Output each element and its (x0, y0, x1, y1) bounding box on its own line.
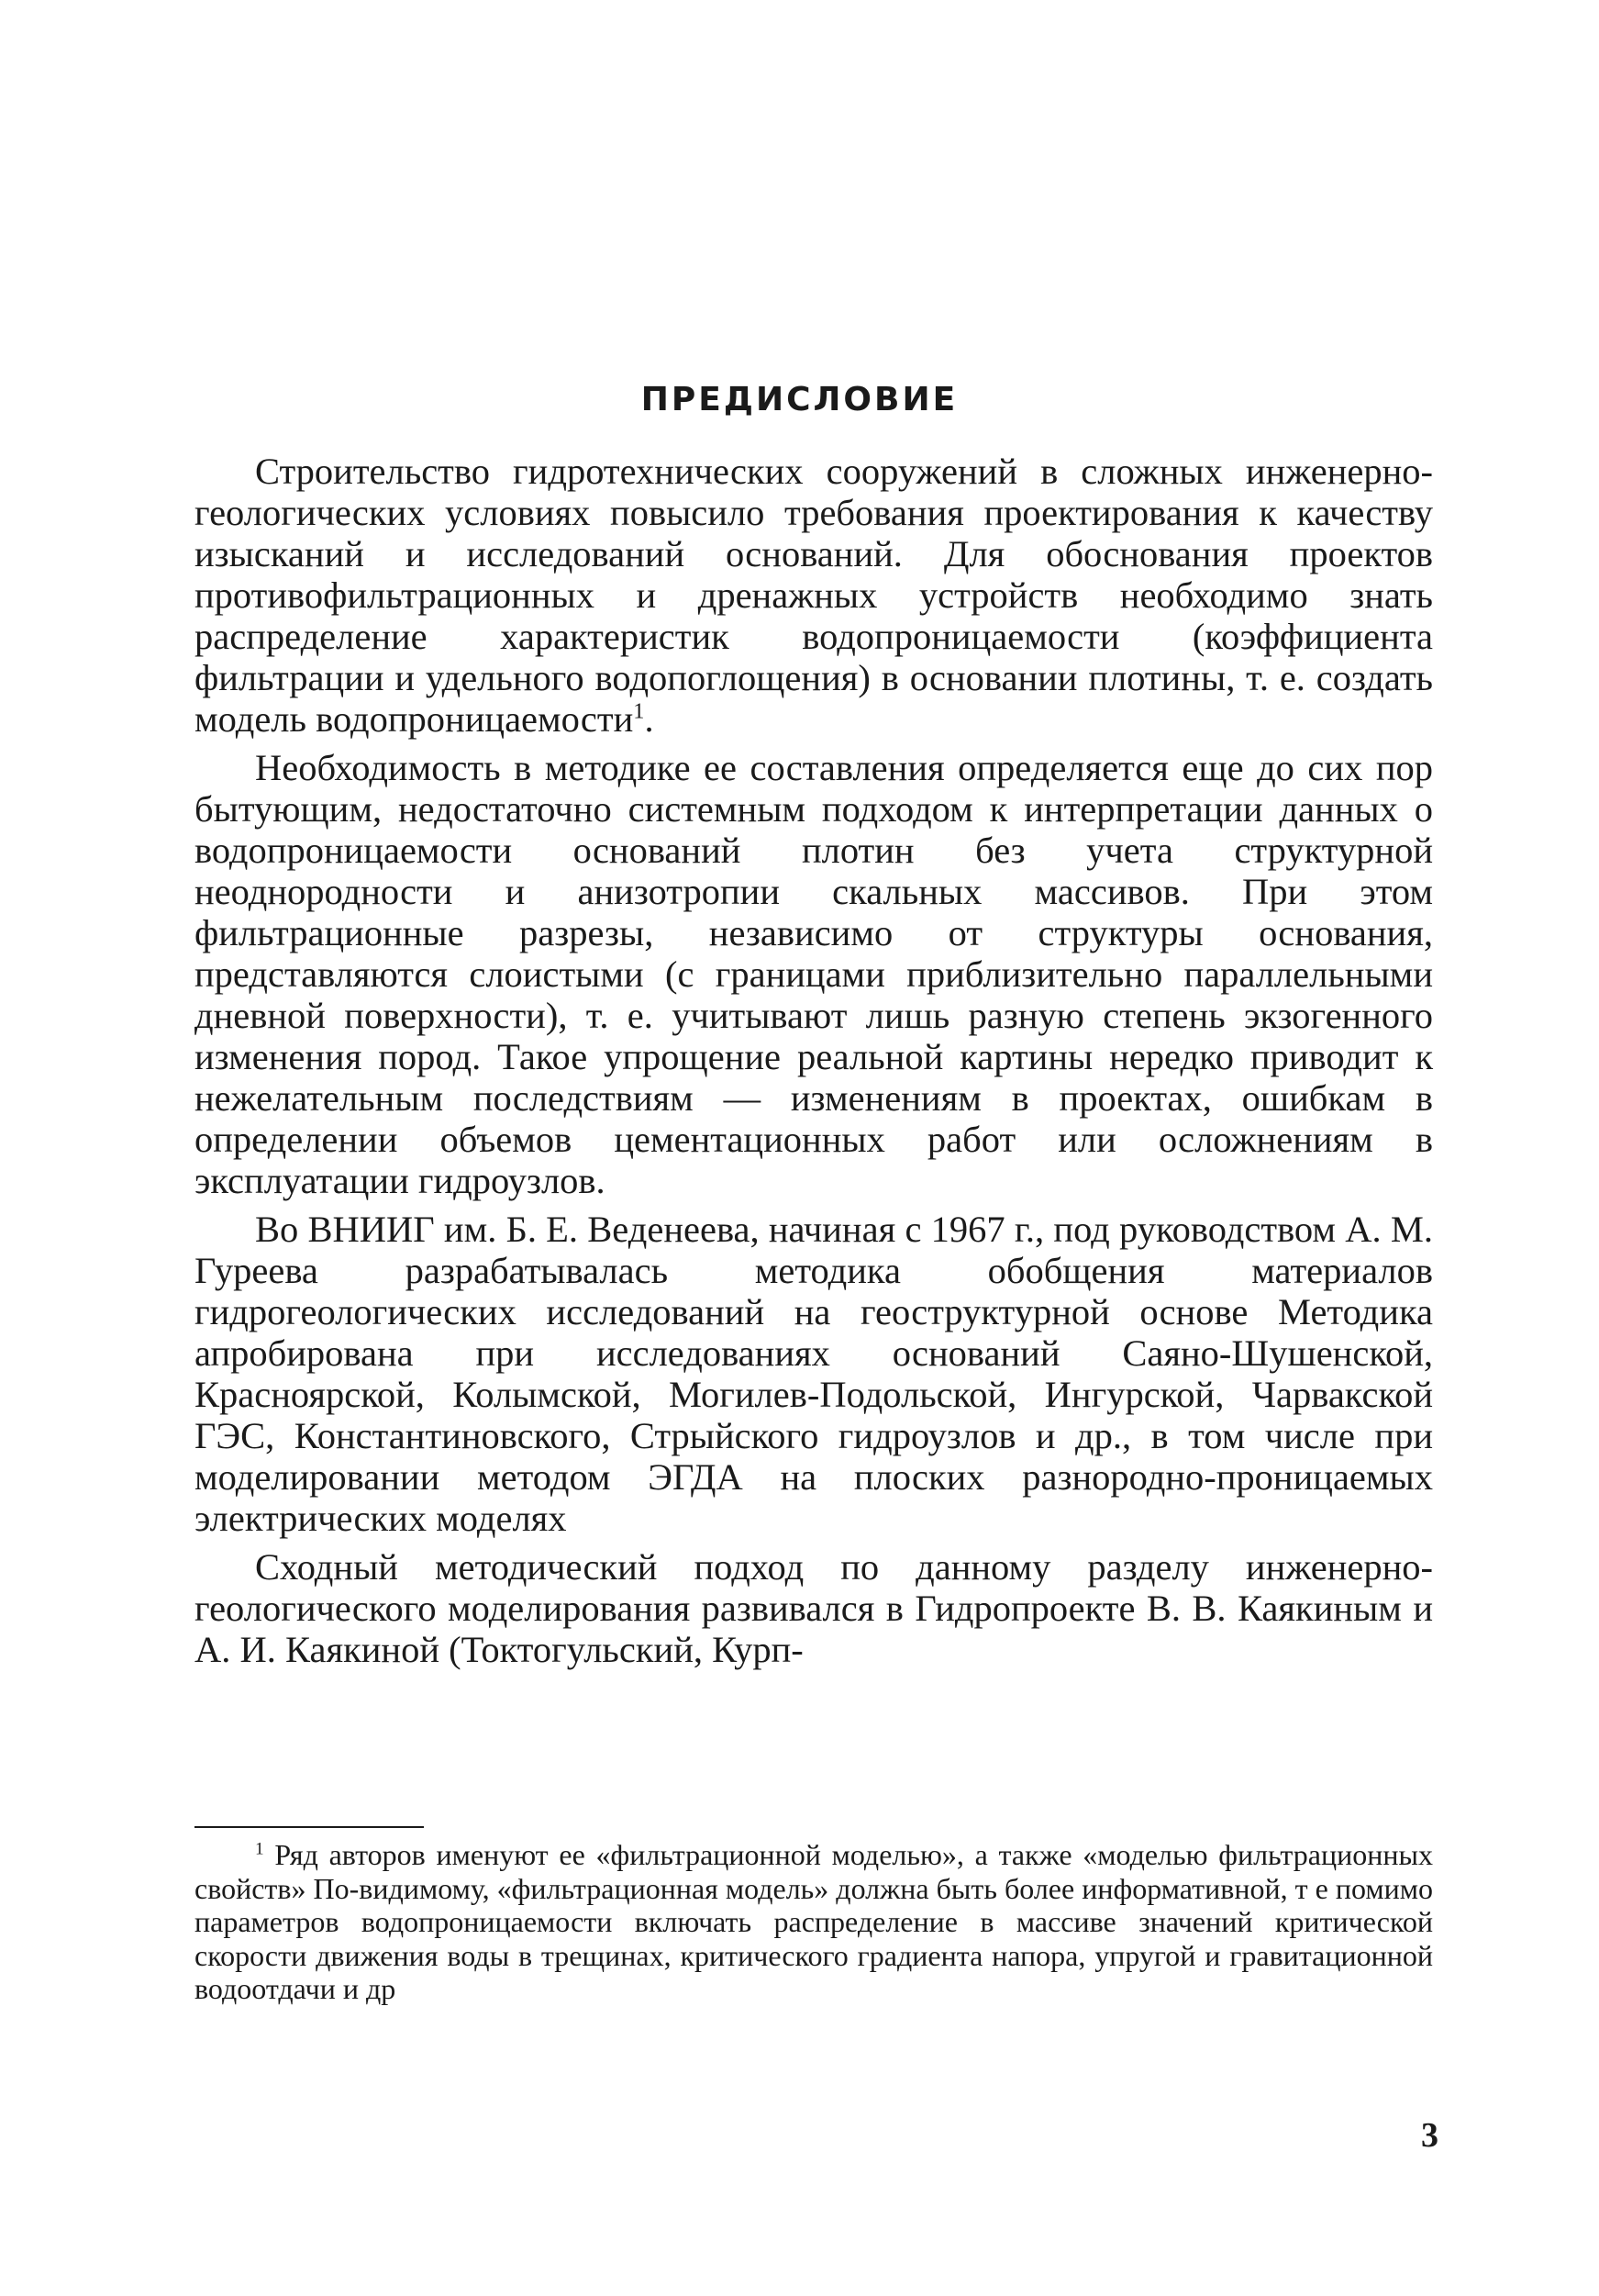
page-number: 3 (1421, 2116, 1438, 2155)
footnote-marker: 1 (255, 1839, 264, 1859)
footnote-reference-tail: . (644, 698, 654, 740)
page-heading: ПРЕДИСЛОВИЕ (640, 381, 959, 418)
footnote-reference: 1 (633, 698, 645, 724)
body-text (194, 451, 1433, 1677)
paragraph-1-text: Строительство гидротехнических сооружений в сложных инженерно-геологических условиях повысило требования проектирования к качеству изысканий и исследований оснований. Для обоснования проектов противофильтрационных и дренажных устройств необходимо знать распределение характеристик водопроницаемости (коэффициента фильтрации и удельного водопоглощения) в основании плотины, т. е. создать модель водопроницаемости (194, 451, 1433, 740)
footnote-separator (194, 1826, 424, 1828)
footnote-text: Ряд авторов именуют ее «фильтрационной моделью», а также «моделью фильтрационных свойств» По-видимому, «фильтрационная модель» должна быть более информативной, т е помимо параметров водопроницаемости включать распределение в массиве значений критической скорости движения воды в трещинах, критического градиента напора, упругой и гравитационной водоотдачи и др (194, 1838, 1434, 2005)
paragraph-4: Сходный методический подход по данному разделу инженерно-геологического моделирования развивался в Гидропроекте В. В. Каякиным и А. И. Каякиной (Токтогульский, Курп- (194, 1546, 1433, 1670)
paragraph-2: Необходимость в методике ее составления определяется еще до сих пор бытующим, недостаточно системным подходом к интерпретации данных о водопроницаемости оснований плотин без учета структурной неоднородности и анизотропии скальных массивов. При этом фильтрационные разрезы, независимо от структуры основания, представляются слоистыми (с границами приблизительно параллельными дневной поверхности), т. е. учитывают лишь разную степень экзогенного изменения пород. Такое упрощение реальной картины нередко приводит к нежелательным последствиям — изменениям в проектах, ошибкам в определении объемов цементационных работ или осложнениям в эксплуатации гидроузлов. (194, 747, 1433, 1201)
paragraph-3: Во ВНИИГ им. Б. Е. Веденеева, начиная с 1967 г., под руководством А. М. Гуреева разрабатывалась методика обобщения материалов гидрогеологических исследований на геоструктурной основе Методика апробирована при исследованиях оснований Саяно-Шушенской, Красноярской, Колымской, Могилев-Подольской, Ингурской, Чарвакской ГЭС, Константиновского, Стрыйского гидроузлов и др., в том числе при моделировании методом ЭГДА на плоских разнородно-проницаемых электрических моделях (194, 1209, 1433, 1539)
footnote (194, 1838, 1433, 2006)
paragraph-1 (194, 451, 1433, 740)
